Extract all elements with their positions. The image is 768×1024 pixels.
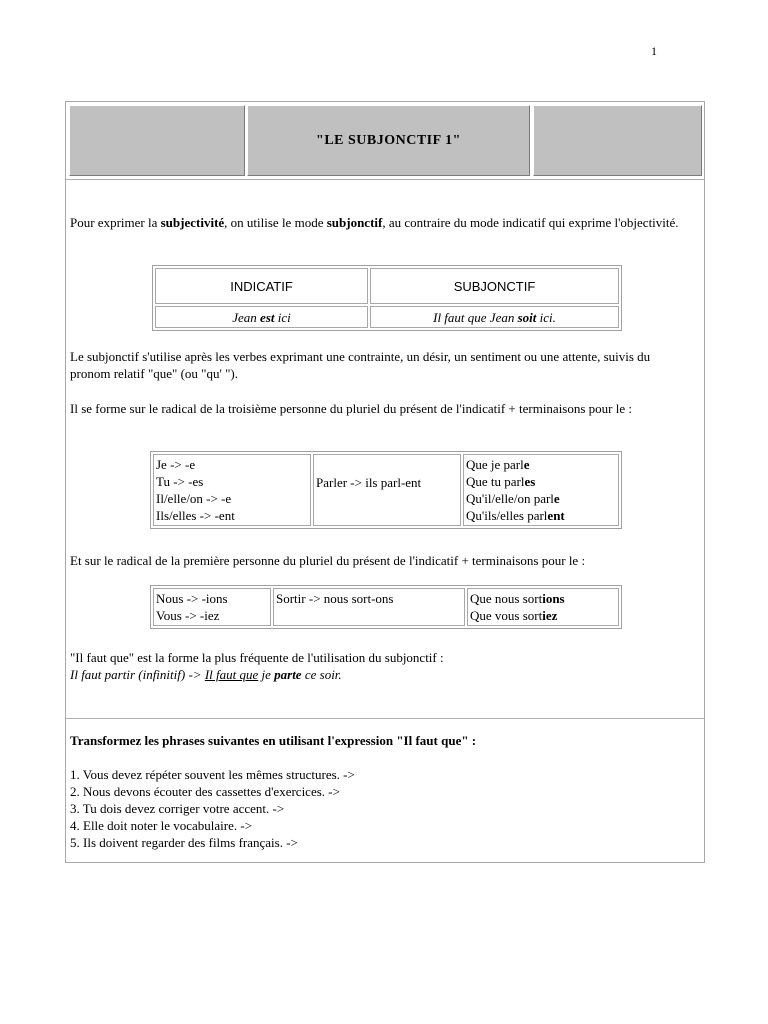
forms-cell xyxy=(463,454,619,526)
formation-paragraph-2: Et sur le radical de la première personne du pluriel du présent de l'indicatif + terminaisons pour le : xyxy=(70,553,586,568)
form-stem: Que tu parl xyxy=(466,474,525,489)
forms-cell xyxy=(467,588,619,626)
form-stem: Qu'ils/elles parl xyxy=(466,508,548,523)
form-stem: Que vous sort xyxy=(470,608,543,623)
ending-line: Vous -> -iez xyxy=(156,608,220,623)
exercise-item: 5. Ils doivent regarder des films français. -> xyxy=(70,835,298,850)
form-stem: Que nous sort xyxy=(470,591,543,606)
example-verb: est xyxy=(260,310,275,325)
form-stem: Qu'il/elle/on parl xyxy=(466,491,554,506)
intro-bold: subjonctif xyxy=(326,215,383,230)
header-cell-right xyxy=(533,105,702,176)
worksheet-frame xyxy=(65,101,705,863)
form-ending: ions xyxy=(542,591,565,606)
form-stem: Que je parl xyxy=(466,457,524,472)
example-text: Il faut que Jean xyxy=(433,310,518,325)
exercise-section xyxy=(70,732,690,851)
usage-paragraph: Le subjonctif s'utilise après les verbes exprimant une contrainte, un désir, un sentiment ou une attente, suivis du pronom relatif "que" (ou "qu' "). xyxy=(70,349,651,381)
form-ending: e xyxy=(553,491,560,506)
example-text: ce soir. xyxy=(301,667,342,682)
exercise-divider xyxy=(66,718,704,719)
ending-line: Tu -> -es xyxy=(156,474,204,489)
form-ending: es xyxy=(524,474,536,489)
example-verb: soit xyxy=(517,310,537,325)
example-stem: Sortir -> nous sort-ons xyxy=(276,591,394,606)
singular-conjugation-table xyxy=(150,451,622,529)
il-faut-paragraph xyxy=(70,649,690,683)
intro-text: , au contraire du mode indicatif qui exprime l'objectivité. xyxy=(382,215,679,230)
form-ending: ent xyxy=(547,508,565,523)
form-line xyxy=(470,607,616,624)
plural-conjugation-table xyxy=(150,585,622,629)
exercise-item: 3. Tu dois devez corriger votre accent. -> xyxy=(70,801,285,816)
ending-line: Je -> -e xyxy=(156,457,196,472)
indicative-subjunctive-table xyxy=(152,265,622,331)
form-line xyxy=(466,507,616,524)
exercise-item: 2. Nous devons écouter des cassettes d'exercices. -> xyxy=(70,784,340,799)
example-text: Il faut partir (infinitif) -> xyxy=(70,667,205,682)
example-text: Jean xyxy=(232,310,261,325)
page-title: "LE SUBJONCTIF 1" xyxy=(247,105,530,176)
example-stem: Parler -> ils parl-ent xyxy=(316,474,422,490)
form-line xyxy=(466,456,616,473)
example-verb: parte xyxy=(274,667,302,682)
example-text: je xyxy=(258,667,275,682)
intro-bold: subjectivité xyxy=(160,215,225,230)
endings-cell xyxy=(153,588,271,626)
endings-cell xyxy=(153,454,311,526)
header-cell-left xyxy=(69,105,245,176)
exercise-item: 1. Vous devez répéter souvent les mêmes structures. -> xyxy=(70,767,355,782)
header-divider xyxy=(66,179,704,180)
example-verb-cell xyxy=(313,454,461,526)
exercise-instruction: Transformez les phrases suivantes en utilisant l'expression "Il faut que" : xyxy=(70,733,477,748)
formation-paragraph-1: Il se forme sur le radical de la troisième personne du pluriel du présent de l'indicatif + terminaisons pour le : xyxy=(70,401,633,416)
il-faut-line: "Il faut que" est la forme la plus fréquente de l'utilisation du subjonctif : xyxy=(70,650,444,665)
col-indicatif: INDICATIF xyxy=(155,268,368,304)
form-line xyxy=(466,473,616,490)
form-line xyxy=(470,590,616,607)
subjunctive-example xyxy=(370,306,619,328)
form-ending: iez xyxy=(542,608,558,623)
ending-line: Il/elle/on -> -e xyxy=(156,491,232,506)
example-underlined: Il faut que xyxy=(204,667,259,682)
example-text: ici. xyxy=(536,310,556,325)
il-faut-example xyxy=(70,666,690,683)
example-verb-cell xyxy=(273,588,465,626)
intro-paragraph xyxy=(70,214,690,231)
exercise-item: 4. Elle doit noter le vocabulaire. -> xyxy=(70,818,253,833)
intro-text: , on utilise le mode xyxy=(224,215,327,230)
form-line xyxy=(466,490,616,507)
ending-line: Nous -> -ions xyxy=(156,591,228,606)
intro-text: Pour exprimer la xyxy=(70,215,161,230)
ending-line: Ils/elles -> -ent xyxy=(156,508,235,523)
indicative-example xyxy=(155,306,368,328)
example-text: ici xyxy=(274,310,291,325)
col-subjonctif: SUBJONCTIF xyxy=(370,268,619,304)
page-number: 1 xyxy=(651,44,657,58)
form-ending: e xyxy=(523,457,530,472)
